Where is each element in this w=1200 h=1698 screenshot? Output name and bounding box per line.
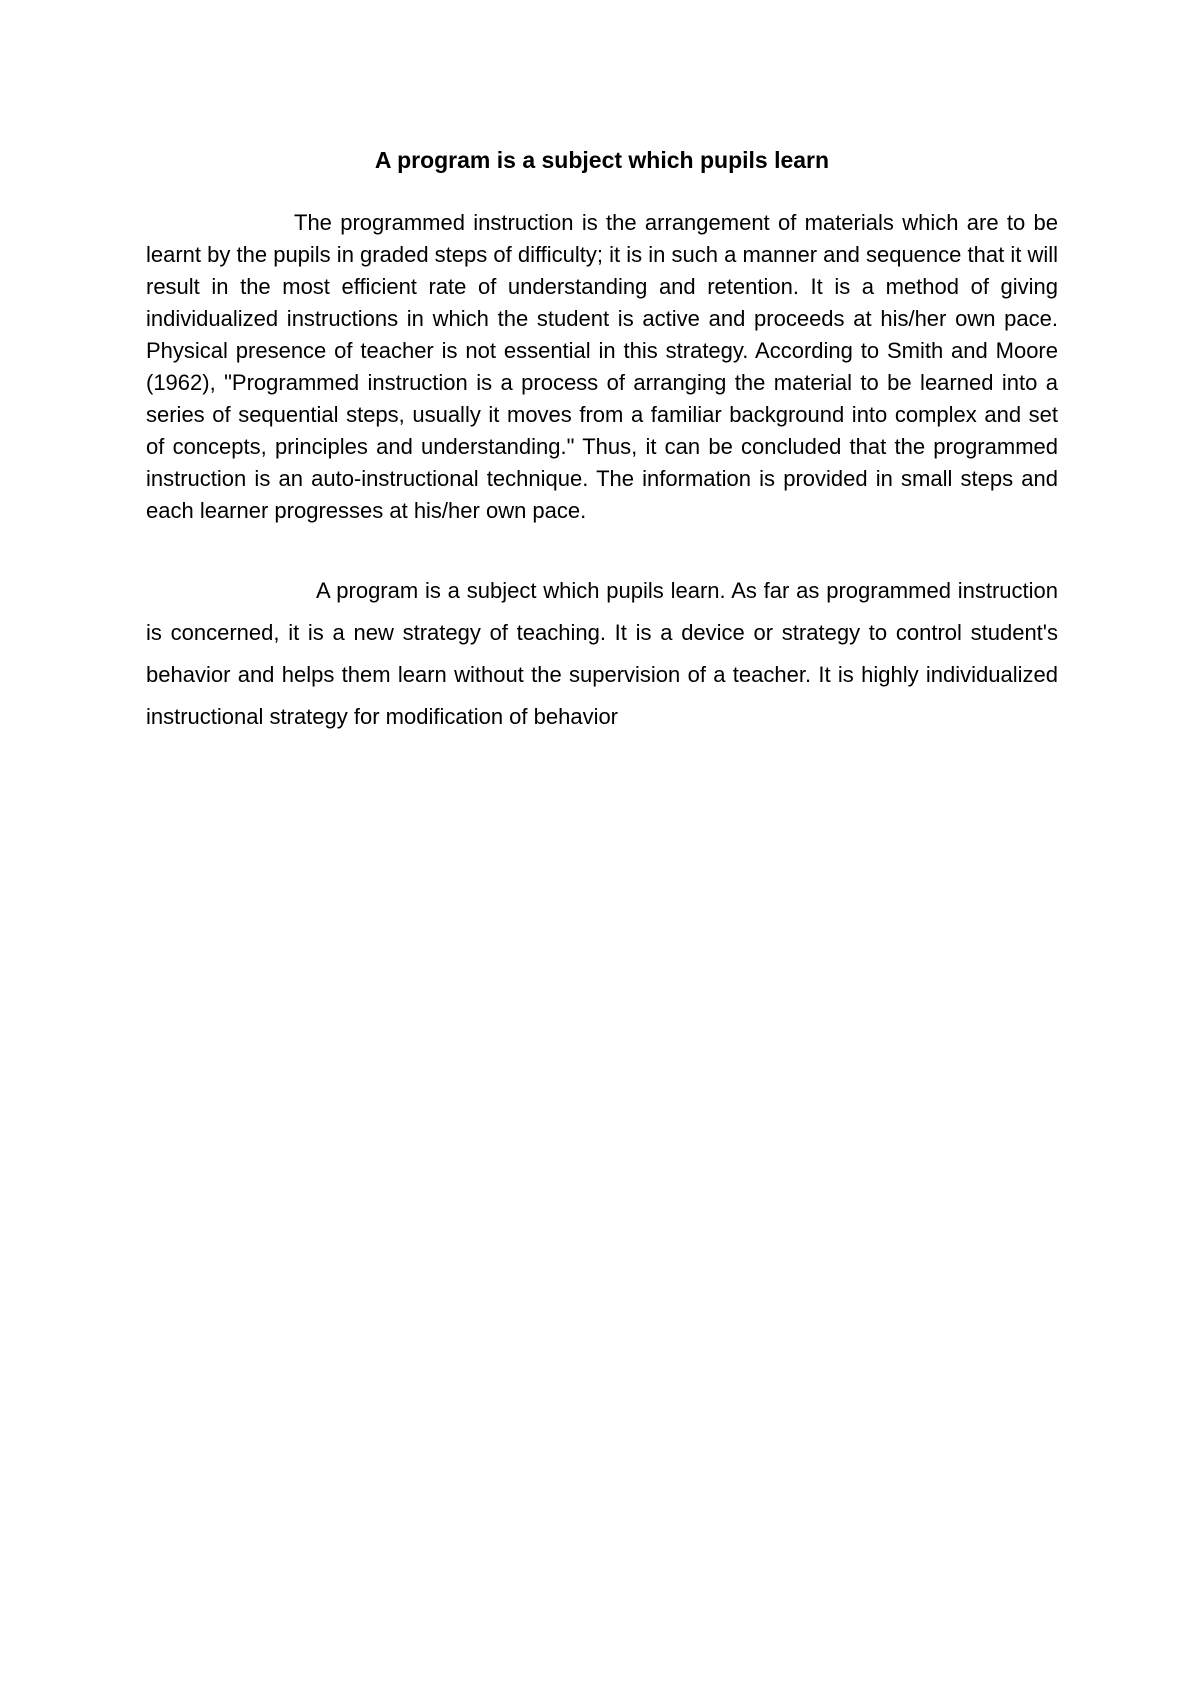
paragraph-programmed-instruction: The programmed instruction is the arrangement of materials which are to be learnt by the pupils in graded steps of difficulty; it is in such a manner and sequence that it will result in the most efficient rate of understanding and retention. It is a method of giving individualized instructions in which the student is active and proceeds at his/her own pace. Physical presence of teacher is not essential in this strategy. According to Smith and Moore (1962), "Programmed instruction is a process of arranging the material to be learned into a series of sequential steps, usually it moves from a familiar background into complex and set of concepts, principles and understanding." Thus, it can be concluded that the programmed instruction is an auto-instructional technique. The information is provided in small steps and each learner progresses at his/her own pace. (146, 210, 1058, 523)
document-title: A program is a subject which pupils learn (374, 147, 830, 173)
paragraph-program-definition: A program is a subject which pupils learn. As far as programmed instruction is concerned, it is a new strategy of teaching. It is a device or strategy to control student's behavior and helps them learn without the supervision of a teacher. It is highly individualized instructional strategy for modification of behavior (146, 578, 1058, 729)
